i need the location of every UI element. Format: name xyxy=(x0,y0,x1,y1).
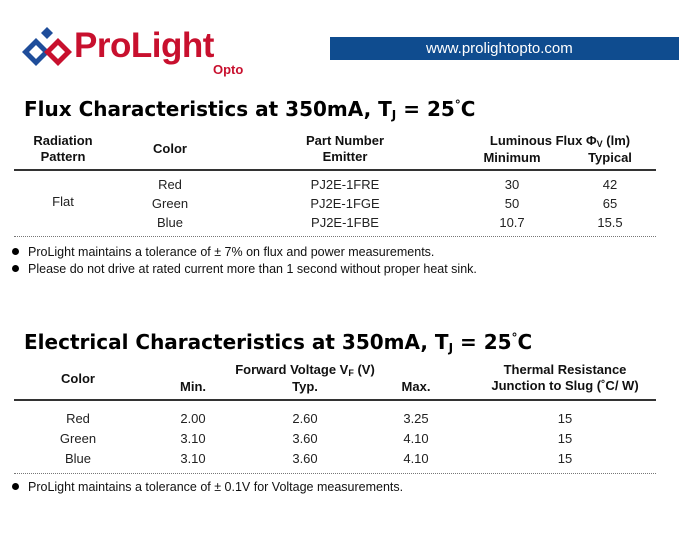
forward-voltage-header: Forward Voltage $V_F$ (V) xyxy=(235,362,375,378)
radiation-pattern-value: Flat xyxy=(52,194,74,209)
flux-bottom-rule xyxy=(14,236,656,237)
electrical-row-thermal: 15 xyxy=(557,451,573,466)
electrical-header-rule xyxy=(14,399,656,401)
flux-row-color: Blue xyxy=(156,215,184,230)
flux-row-min: 30 xyxy=(504,177,520,192)
max-header: Max. xyxy=(401,379,431,394)
electrical-row-typ: 3.60 xyxy=(292,431,318,446)
electrical-row-max: 4.10 xyxy=(403,451,429,466)
flux-note: Please do not drive at rated current more than 1 second without proper heat sink. xyxy=(12,261,477,277)
website-url[interactable]: www.prolightopto.com xyxy=(330,37,679,60)
flux-row-typ: 42 xyxy=(602,177,618,192)
typical-header: Typical xyxy=(588,150,632,165)
brand-name: ProLight xyxy=(74,26,214,65)
electrical-row-max: 3.25 xyxy=(403,411,429,426)
flux-row-typ: 15.5 xyxy=(597,215,623,230)
electrical-row-color: Red xyxy=(66,411,90,426)
electrical-row-thermal: 15 xyxy=(557,411,573,426)
electrical-color-header: Color xyxy=(61,371,95,386)
min-header: Min. xyxy=(180,379,206,394)
flux-row-part: PJ2E-1FGE xyxy=(310,196,380,211)
electrical-row-typ: 3.60 xyxy=(292,451,318,466)
flux-note: ProLight maintains a tolerance of ± 7% on flux and power measurements. xyxy=(12,244,434,260)
flux-title: Flux Characteristics at 350mA, $T_J = 25^\circ C$ xyxy=(24,97,476,122)
flux-color-header: Color xyxy=(153,141,187,156)
luminous-flux-header: Luminous Flux $\Phi_V$ (lm) xyxy=(489,133,631,149)
electrical-row-typ: 2.60 xyxy=(292,411,318,426)
bullet-icon xyxy=(12,265,19,272)
thermal-resistance-header: Thermal Resistance Junction to Slug (˚C/ W) xyxy=(491,362,639,393)
bullet-icon xyxy=(12,248,19,255)
electrical-note: ProLight maintains a tolerance of ± 0.1V for Voltage measurements. xyxy=(12,479,403,495)
flux-row-color: Green xyxy=(151,196,189,211)
flux-row-typ: 65 xyxy=(602,196,618,211)
flux-row-part: PJ2E-1FRE xyxy=(310,177,380,192)
flux-header-rule xyxy=(14,169,656,171)
electrical-row-min: 2.00 xyxy=(180,411,206,426)
flux-row-part: PJ2E-1FBE xyxy=(311,215,379,230)
part-number-header: Part Number Emitter xyxy=(305,133,385,164)
electrical-row-min: 3.10 xyxy=(180,431,206,446)
typ-header: Typ. xyxy=(292,379,318,394)
electrical-row-thermal: 15 xyxy=(557,431,573,446)
flux-row-color: Red xyxy=(158,177,182,192)
electrical-row-max: 4.10 xyxy=(403,431,429,446)
electrical-row-color: Blue xyxy=(64,451,92,466)
electrical-bottom-rule xyxy=(14,473,656,474)
minimum-header: Minimum xyxy=(483,150,541,165)
flux-row-min: 50 xyxy=(504,196,520,211)
electrical-row-color: Green xyxy=(59,431,97,446)
diamond-logo-icon xyxy=(22,27,72,66)
radiation-pattern-header: Radiation Pattern xyxy=(33,133,93,164)
brand-subtitle: Opto xyxy=(213,62,244,77)
electrical-title: Electrical Characteristics at 350mA, $T_J = 25^\circ C$ xyxy=(24,330,533,355)
bullet-icon xyxy=(12,483,19,490)
electrical-row-min: 3.10 xyxy=(180,451,206,466)
flux-row-min: 10.7 xyxy=(499,215,525,230)
